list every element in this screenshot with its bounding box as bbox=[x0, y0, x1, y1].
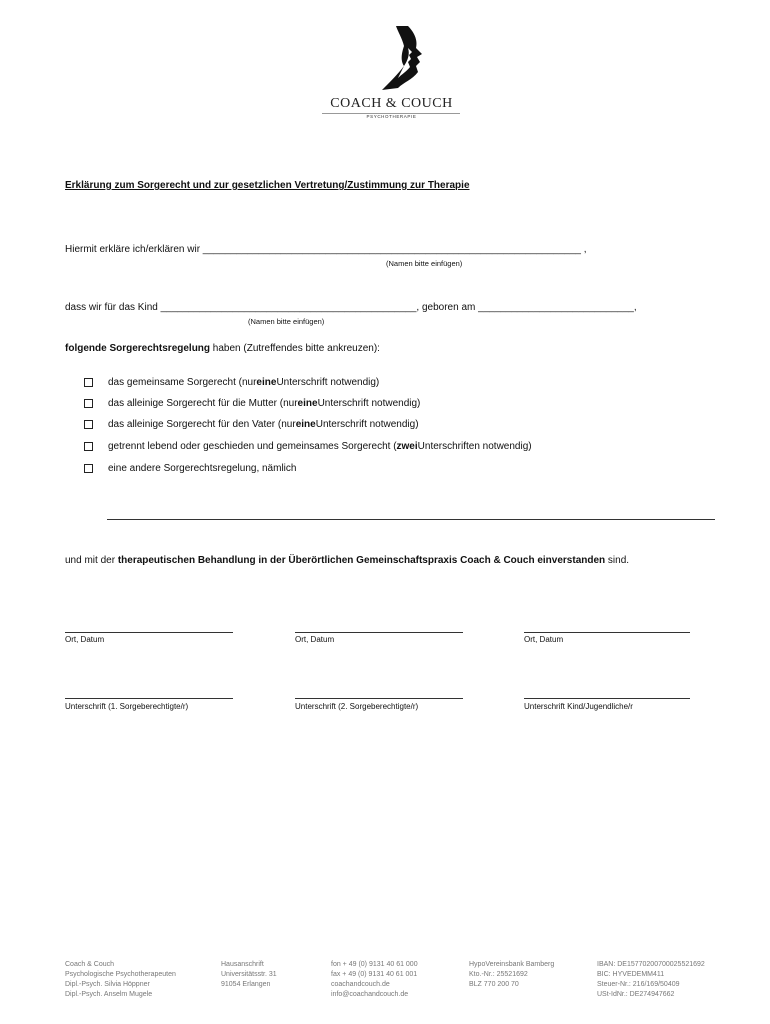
option-father-custody[interactable] bbox=[84, 419, 419, 430]
signature-field-1[interactable] bbox=[65, 698, 233, 699]
checkbox-icon[interactable] bbox=[84, 442, 93, 451]
regulation-bold: folgende Sorgerechtsregelung bbox=[65, 343, 211, 354]
option-bold: eine bbox=[295, 419, 316, 430]
option-separated-joint[interactable] bbox=[84, 441, 532, 452]
signature-field-2[interactable] bbox=[295, 698, 463, 699]
names-note-2: (Namen bitte einfügen) bbox=[248, 317, 325, 326]
place-date-field-3[interactable] bbox=[524, 632, 690, 633]
child-line: dass wir für das Kind ______________________________________________, geboren am ____________________________, bbox=[65, 302, 637, 313]
option-text-end: Unterschrift notwendig) bbox=[317, 398, 421, 409]
signature-label-2: Unterschrift (2. Sorgeberechtigte/r) bbox=[295, 702, 419, 711]
names-note-1: (Namen bitte einfügen) bbox=[386, 259, 463, 268]
option-bold: zwei bbox=[396, 441, 418, 452]
declaration-line: Hiermit erkläre ich/erklären wir ____________________________________________________________________ , bbox=[65, 244, 587, 255]
footer-address: Hausanschrift Universitätsstr. 31 91054 Erlangen bbox=[221, 961, 277, 988]
signature-label-1: Unterschrift (1. Sorgeberechtigte/r) bbox=[65, 702, 189, 711]
place-date-label-2: Ort, Datum bbox=[295, 635, 335, 644]
footer-contact: fon + 49 (0) 9131 40 61 000 fax + 49 (0) 9131 40 61 001 coachandcouch.de info@coachandcouch.de bbox=[331, 961, 418, 998]
consent-statement bbox=[65, 555, 629, 566]
consent-bold: therapeutischen Behandlung in der Überörtlichen Gemeinschaftspraxis Coach & Couch einverstanden bbox=[117, 555, 606, 566]
brand-subtitle: PSYCHOTHERAPIE bbox=[366, 114, 417, 119]
two-faces-profile-logo-icon bbox=[378, 24, 428, 96]
option-text: das gemeinsame Sorgerecht (nur bbox=[108, 377, 257, 388]
place-date-field-1[interactable] bbox=[65, 632, 233, 633]
signature-label-3: Unterschrift Kind/Jugendliche/r bbox=[524, 702, 633, 711]
option-text-end: Unterschriften notwendig) bbox=[417, 441, 532, 452]
option-text: eine andere Sorgerechtsregelung, nämlich bbox=[108, 463, 297, 474]
option-other-regulation[interactable] bbox=[84, 463, 296, 474]
place-date-label-3: Ort, Datum bbox=[524, 635, 564, 644]
option-text-end: Unterschrift notwendig) bbox=[276, 377, 380, 388]
brand-name: COACH & COUCH bbox=[330, 96, 453, 111]
document-title: Erklärung zum Sorgerecht und zur gesetzlichen Vertretung/Zustimmung zur Therapie bbox=[65, 180, 470, 191]
footer-practice: Coach & Couch Psychologische Psychotherapeuten Dipl.-Psych. Silvia Höppner Dipl.-Psych. Anselm Mugele bbox=[65, 961, 176, 998]
consent-end: sind. bbox=[605, 555, 630, 566]
option-text: das alleinige Sorgerecht für die Mutter (nur bbox=[108, 398, 298, 409]
other-regulation-field[interactable] bbox=[107, 519, 715, 520]
regulation-intro bbox=[65, 343, 380, 354]
consent-start: und mit der bbox=[65, 555, 118, 566]
signature-field-3[interactable] bbox=[524, 698, 690, 699]
option-text: das alleinige Sorgerecht für den Vater (nur bbox=[108, 419, 296, 430]
footer-tax: IBAN: DE15770200700025521692 BIC: HYVEDEMM411 Steuer-Nr.: 216/169/50409 USt-IdNr.: DE274947662 bbox=[597, 961, 705, 998]
option-joint-custody[interactable] bbox=[84, 377, 379, 388]
footer-bank: HypoVereinsbank Bamberg Kto.-Nr.: 25521692 BLZ 770 200 70 bbox=[469, 961, 555, 988]
option-bold: eine bbox=[256, 377, 277, 388]
checkbox-icon[interactable] bbox=[84, 378, 93, 387]
place-date-field-2[interactable] bbox=[295, 632, 463, 633]
option-bold: eine bbox=[297, 398, 318, 409]
place-date-label-1: Ort, Datum bbox=[65, 635, 105, 644]
checkbox-icon[interactable] bbox=[84, 464, 93, 473]
regulation-rest: haben (Zutreffendes bitte ankreuzen): bbox=[210, 343, 380, 354]
option-text: getrennt lebend oder geschieden und gemeinsames Sorgerecht ( bbox=[108, 441, 397, 452]
option-text-end: Unterschrift notwendig) bbox=[315, 419, 419, 430]
checkbox-icon[interactable] bbox=[84, 420, 93, 429]
checkbox-icon[interactable] bbox=[84, 399, 93, 408]
option-mother-custody[interactable] bbox=[84, 398, 420, 409]
